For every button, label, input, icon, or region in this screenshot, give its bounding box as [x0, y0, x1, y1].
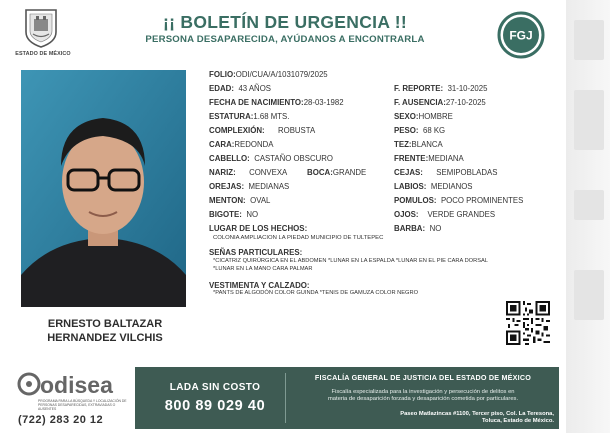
person-name: [20, 317, 190, 345]
folio-row: [209, 68, 328, 80]
tez-value: BLANCA: [411, 140, 443, 149]
cabello-row: [209, 152, 333, 164]
folio-label: FOLIO:: [209, 70, 236, 79]
menton-label: MENTON:: [209, 196, 246, 205]
estatura-label: ESTATURA:: [209, 112, 254, 121]
background-block: [574, 190, 604, 220]
orejas-label: OREJAS:: [209, 182, 245, 191]
cara-label: CARA:: [209, 140, 235, 149]
fecha-nacimiento-value: 28-03-1982: [303, 98, 344, 107]
odisea-logo-text: odisea: [40, 372, 113, 398]
f-ausencia-value: 27-10-2025: [445, 98, 486, 107]
pomulos-row: [394, 194, 523, 206]
bulletin-title: ¡¡ BOLETÍN DE URGENCIA !!: [162, 12, 408, 32]
tez-row: [394, 138, 443, 150]
fiscalia-address: [360, 411, 554, 425]
f-reporte-value: 31-10-2025: [447, 84, 488, 93]
labios-label: LABIOS:: [394, 182, 427, 191]
person-photo: [21, 70, 186, 307]
cabello-label: CABELLO:: [209, 154, 250, 163]
senas-row: [209, 246, 302, 258]
estatura-value: 1.68 MTS.: [253, 112, 290, 121]
fgj-logo-icon: [497, 11, 545, 59]
lugar-hechos-value: COLONIA AMPLIACION LA PIEDAD MUNICIPIO DE TULTEPEC: [213, 235, 384, 241]
sexo-row: [394, 110, 453, 122]
qr-code-icon[interactable]: [506, 301, 550, 345]
fecha-nacimiento-row: [209, 96, 344, 108]
sexo-value: HOMBRE: [418, 112, 453, 121]
cara-row: [209, 138, 273, 150]
fiscalia-address-line1: Paseo Matlazincas #1100, Tercer piso, Col. La Teresona,: [400, 411, 554, 417]
cejas-label: CEJAS:: [394, 168, 423, 177]
barba-row: [394, 222, 441, 234]
peso-value: 68 KG: [423, 126, 446, 135]
boca-row: [307, 166, 366, 178]
boca-label: BOCA:: [307, 168, 333, 177]
background-block: [574, 20, 604, 60]
toll-free-label: LADA SIN COSTO: [169, 382, 261, 393]
senas-label: SEÑAS PARTICULARES:: [209, 248, 303, 257]
menton-value: OVAL: [250, 196, 271, 205]
ojos-value: VERDE GRANDES: [427, 210, 496, 219]
odisea-subtitle: PROGRAMA PARA LA BÚSQUEDA Y LOCALIZACIÓN DE PERSONAS DESAPARECIDAS, EXTRAVIADAS O AUSENTES: [38, 399, 127, 411]
labios-row: [394, 180, 472, 192]
bigote-row: [209, 208, 258, 220]
edad-row: [209, 82, 271, 94]
fiscalia-description-line1: Fiscalía especializada para la investigación y persecución de delitos en: [331, 389, 515, 395]
complexion-row: [209, 124, 315, 136]
state-seal-icon: [22, 6, 60, 48]
cara-value: REDONDA: [234, 140, 274, 149]
pomulos-value: POCO PROMINENTES: [440, 196, 524, 205]
tez-label: TEZ:: [394, 140, 412, 149]
f-reporte-label: F. REPORTE:: [394, 84, 444, 93]
fiscalia-description: [292, 389, 554, 403]
ojos-row: [394, 208, 495, 220]
fiscalia-address-line2: Toluca, Estado de México.: [481, 418, 554, 424]
orejas-value: MEDIANAS: [248, 182, 290, 191]
senas-value: *CICATRIZ QUIRÚRGICA EN EL ABDOMEN *LUNAR EN LA ESPALDA *LUNAR EN EL PIE CARA DORSAL: [213, 258, 488, 264]
menton-row: [209, 194, 270, 206]
fiscalia-title: FISCALÍA GENERAL DE JUSTICIA DEL ESTADO DE MÉXICO: [314, 373, 532, 382]
labios-value: MEDIANOS: [430, 182, 473, 191]
cabello-value: CASTAÑO OBSCURO: [254, 154, 333, 163]
f-ausencia-label: F. AUSENCIA:: [394, 98, 446, 107]
state-label: ESTADO DE MÉXICO: [15, 51, 71, 57]
fecha-nacimiento-label: FECHA DE NACIMIENTO:: [209, 98, 304, 107]
person-name-line2: HERNANDEZ VILCHIS: [47, 332, 163, 344]
barba-label: BARBA:: [394, 224, 426, 233]
senas-value-2: *LUNAR EN LA MANO CARA PALMAR: [213, 266, 313, 272]
edad-label: EDAD:: [209, 84, 234, 93]
person-name-line1: ERNESTO BALTAZAR: [47, 318, 163, 330]
cejas-row: [394, 166, 497, 178]
background-block: [574, 90, 604, 150]
cejas-value: SEMIPOBLADAS: [436, 168, 498, 177]
nariz-label: NARIZ:: [209, 168, 236, 177]
lugar-hechos-label: LUGAR DE LOS HECHOS:: [209, 224, 308, 233]
fiscalia-description-line2: materia de desaparición forzada y desaparición cometida por particulares.: [327, 396, 519, 402]
sexo-label: SEXO:: [394, 112, 419, 121]
vestimenta-value: *PANTS DE ALGODÓN COLOR GUINDA *TENIS DE GAMUZA COLOR NEGRO: [213, 290, 418, 296]
folio-value: ODI/CUA/A/1031079/2025: [235, 70, 328, 79]
edad-value: 43 AÑOS: [238, 84, 271, 93]
boca-value: GRANDE: [332, 168, 367, 177]
contact-divider: [285, 373, 286, 423]
ojos-label: OJOS:: [394, 210, 419, 219]
f-reporte-row: [394, 82, 487, 94]
toll-free-number[interactable]: 800 89 029 40: [164, 398, 266, 414]
peso-label: PESO:: [394, 126, 419, 135]
f-ausencia-row: [394, 96, 486, 108]
peso-row: [394, 124, 445, 136]
vestimenta-label: VESTIMENTA Y CALZADO:: [209, 281, 310, 290]
bigote-label: BIGOTE:: [209, 210, 242, 219]
complexion-label: COMPLEXIÓN:: [209, 126, 265, 135]
bigote-value: NO: [246, 210, 259, 219]
fgj-logo-text: FGJ: [509, 28, 533, 43]
lugar-hechos-row: [209, 222, 307, 234]
complexion-value: ROBUSTA: [278, 126, 316, 135]
background-edge: [566, 0, 610, 433]
background-block: [574, 270, 604, 320]
pomulos-label: POMULOS:: [394, 196, 437, 205]
frente-value: MEDIANA: [428, 154, 464, 163]
bulletin-subtitle: PERSONA DESAPARECIDA, AYÚDANOS A ENCONTRARLA: [145, 34, 425, 45]
local-phone[interactable]: (722) 283 20 12: [18, 414, 104, 426]
frente-label: FRENTE:: [394, 154, 429, 163]
nariz-value: CONVEXA: [249, 168, 288, 177]
barba-value: NO: [429, 224, 442, 233]
